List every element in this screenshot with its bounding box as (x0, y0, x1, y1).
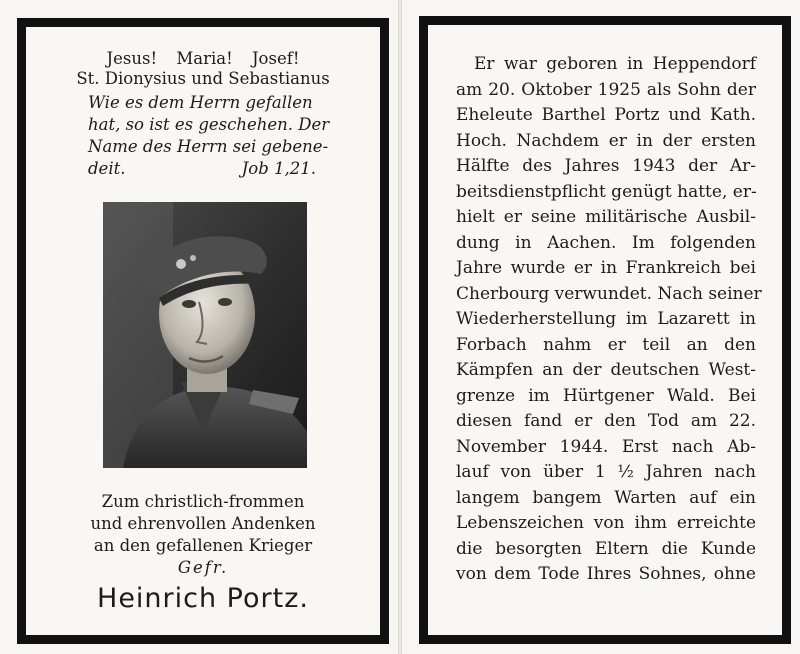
patron-saints-line: St. Dionysius und Sebastianus (76, 69, 330, 88)
biography-line: November 1944. Erst nach Ab- (456, 436, 756, 457)
biography-line: lauf von über 1 ½ Jahren nach (456, 462, 756, 482)
right-card-border (419, 16, 791, 644)
biography-line: am 20. Oktober 1925 als Sohn der (456, 79, 756, 100)
biography-line: Hälfte des Jahres 1943 der Ar- (456, 156, 756, 176)
military-rank: Gefr. (177, 558, 229, 577)
right-card (402, 0, 800, 654)
scripture-quote-line: Wie es dem Herrn gefallen (88, 93, 313, 112)
biography-line: Forbach nahm er teil an den (456, 334, 756, 355)
biography-line: Er war geboren in Heppendorf (474, 54, 756, 74)
scripture-quote-line: Name des Herrn sei gebene- (88, 137, 329, 156)
memorial-line: Zum christlich-frommen (101, 492, 305, 511)
biography-line: dung in Aachen. Im folgenden (456, 232, 756, 253)
biography-line: Kämpfen an der deutschen West- (456, 360, 756, 380)
biography-line: Cherbourg verwundet. Nach seiner (456, 283, 762, 304)
biography-line: die besorgten Eltern die Kunde (456, 538, 756, 559)
biography-line: hielt er seine militärische Ausbil- (456, 207, 756, 227)
biography-line: Hoch. Nachdem er in der ersten (456, 130, 756, 151)
deceased-name: Heinrich Portz. (97, 583, 309, 614)
biography-line: beitsdienstpflicht genügt hatte, er- (456, 181, 757, 202)
biography-line: von dem Tode Ihres Sohnes, ohne (456, 564, 756, 584)
scripture-quote-line (88, 158, 316, 180)
memorial-line: und ehrenvollen Andenken (90, 514, 316, 533)
soldier-portrait-photo (103, 202, 307, 468)
biography-text (456, 52, 762, 588)
biography-line: langem bangem Warten auf ein (456, 487, 756, 508)
biography-line: Jahre wurde er in Frankreich bei (456, 258, 756, 278)
scripture-quote-end: deit. (88, 159, 126, 178)
invocation-line: Jesus! Maria! Josef! (106, 49, 300, 68)
memorial-line: an den gefallenen Krieger (93, 536, 313, 555)
biography-line: Eheleute Barthel Portz und Kath. (456, 105, 756, 125)
scripture-reference: Job 1,21. (241, 159, 316, 178)
left-card-border (17, 18, 389, 644)
biography-line: Wiederherstellung im Lazarett in (456, 309, 756, 329)
scripture-quote-line: hat, so ist es geschehen. Der (88, 115, 330, 134)
biography-line: grenze im Hürtgener Wald. Bei (456, 385, 756, 406)
biography-line: diesen fand er den Tod am 22. (456, 411, 756, 431)
biography-line: Lebenszeichen von ihm erreichte (456, 513, 756, 533)
soldier-portrait-icon (103, 202, 307, 468)
left-card (0, 0, 398, 654)
